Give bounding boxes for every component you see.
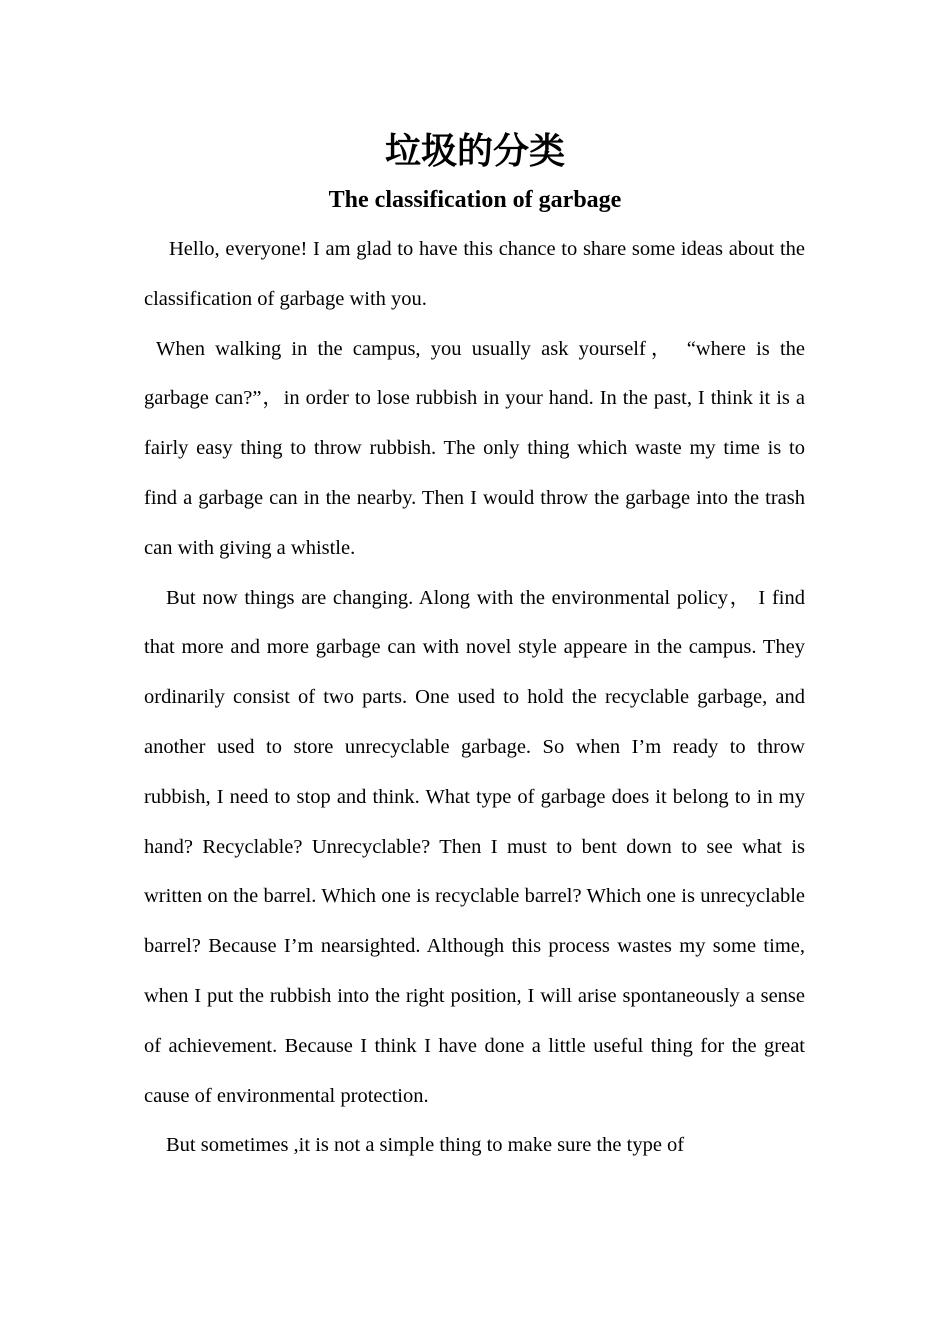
document-body [144, 225, 805, 1171]
document-title-chinese: 垃圾的分类 [384, 131, 565, 172]
paragraph-things-changing: But now things are changing. Along with the environmental policy， I find that more and more garbage can with novel style appeare in the campus. They ordinarily consist of two parts. One used to hold the recyclable garbage, and another used to store unrecyclable garbage. So when I’m ready to throw rubbish, I need to stop and think. What type of garbage does it belong to in my hand? Recyclable? Unrecyclable? Then I must to bent down to see what is written on the barrel. Which one is recyclable barrel? Which one is unrecyclable barrel? Because I’m nearsighted. Although this process wastes my some time, when I put the rubbish into the right position, I will arise spontaneously a sense of achievement. Because I think I have done a little useful thing for the great cause of environmental protection. [144, 586, 805, 1107]
document-title-english: The classification of garbage [328, 187, 622, 213]
paragraph-greeting: Hello, everyone! I am glad to have this chance to share some ideas about the classification of garbage with you. [144, 238, 805, 310]
paragraph-sometimes: But sometimes ,it is not a simple thing to make sure the type of [166, 1134, 685, 1157]
paragraph-walking-campus: When walking in the campus, you usually ask yourself， “where is the garbage can?”，in order to lose rubbish in your hand. In the past, I think it is a fairly easy thing to throw rubbish. The only thing which waste my time is to find a garbage can in the nearby. Then I would throw the garbage into the trash can with giving a whistle. [144, 337, 805, 559]
